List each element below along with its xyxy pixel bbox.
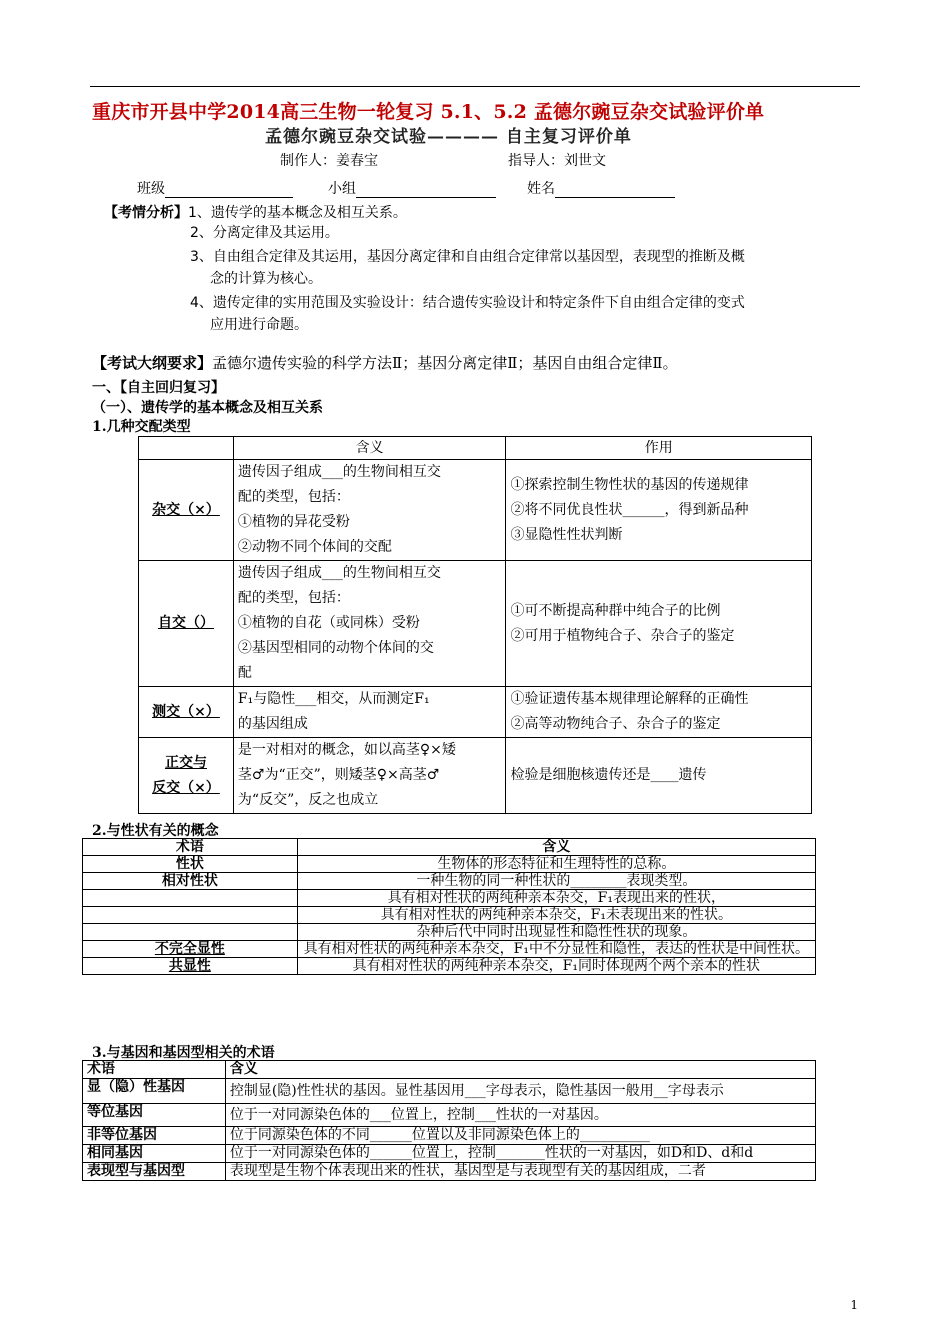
- document-subtitle: 孟德尔豌豆杂交试验———— 自主复习评价单: [265, 127, 632, 147]
- section-1-1-heading: （一）、遗传学的基本概念及相互关系: [92, 400, 323, 416]
- term-cell: 相同基因: [83, 1145, 226, 1163]
- table-row: [83, 1127, 816, 1145]
- table-header-term: 术语: [83, 1061, 226, 1079]
- row-meaning: F₁与隐性___相交，从而测定F₁ 的基因组成: [233, 687, 506, 738]
- top-rule: [90, 86, 860, 87]
- meaning-cell: 位于一对同源染色体的___位置上，控制___性状的一对基因。: [225, 1104, 815, 1127]
- table-header-function: 作用: [506, 437, 812, 460]
- row-meaning: 遗传因子组成___的生物间相互交 配的类型，包括： ①植物的异花受粉 ②动物不同个体间的交配: [233, 460, 506, 561]
- row-function: 检验是细胞核遗传还是____遗传: [506, 738, 812, 814]
- term-cell: 显（隐）性基因: [83, 1079, 226, 1104]
- table-row: [83, 1163, 816, 1181]
- class-label: 班级: [137, 181, 165, 197]
- table-header-row: [83, 839, 816, 856]
- table-row: [83, 890, 816, 907]
- meaning-cell: 具有相对性状的两纯种亲本杂交，F₁同时体现两个两个亲本的性状: [297, 958, 815, 975]
- meaning-cell: 控制显(隐)性性状的基因。显性基因用___字母表示，隐性基因一般用__字母表示: [225, 1079, 815, 1104]
- table-row: [83, 1079, 816, 1104]
- term-cell: 等位基因: [83, 1104, 226, 1127]
- table-header-term: 术语: [83, 839, 298, 856]
- row-meaning: 是一对相对的概念，如以高茎♀×矮 茎♂为“正交”，则矮茎♀×高茎♂ 为“反交”，反之也成立: [233, 738, 506, 814]
- table-header-row: [139, 437, 812, 460]
- row-meaning: 遗传因子组成___的生物间相互交 配的类型，包括： ①植物的自花（或同株）受粉 ②基因型相同的动物个体间的交 配: [233, 561, 506, 687]
- meaning-cell: 位于一对同源染色体的______位置上，控制_______性状的一对基因，如D和D、d和d: [225, 1145, 815, 1163]
- row-name: 自交（）: [139, 561, 234, 687]
- table-row: [83, 907, 816, 924]
- table-row: [139, 738, 812, 814]
- row-name: 正交与 反交（×）: [139, 738, 234, 814]
- mating-types-table: [138, 436, 812, 814]
- author: 制作人：姜春宝: [280, 153, 378, 169]
- table-row: [83, 1145, 816, 1163]
- table-row: [139, 687, 812, 738]
- table-row: [83, 941, 816, 958]
- table-row: [139, 460, 812, 561]
- table-row: [139, 561, 812, 687]
- traits-table: [82, 838, 816, 975]
- term-cell[interactable]: [83, 924, 298, 941]
- class-field: [137, 178, 293, 198]
- meaning-cell: 具有相对性状的两纯种亲本杂交，F₁中不分显性和隐性，表达的性状是中间性状。: [297, 941, 815, 958]
- group-label: 小组: [328, 181, 356, 197]
- meaning-cell: 具有相对性状的两纯种亲本杂交，F₁表现出来的性状，: [297, 890, 815, 907]
- table-row: [83, 924, 816, 941]
- syllabus-label: 【考试大纲要求】: [92, 354, 213, 372]
- term-cell: 共显性: [83, 958, 298, 975]
- meaning-cell: 具有相对性状的两纯种亲本杂交，F₁未表现出来的性状。: [297, 907, 815, 924]
- class-blank[interactable]: [165, 182, 293, 198]
- analysis-label: 【考情分析】: [104, 205, 188, 221]
- sub1-heading: 1.几种交配类型: [92, 419, 191, 435]
- table-header-meaning: 含义: [225, 1061, 815, 1079]
- sub3-heading: 3.与基因和基因型相关的术语: [92, 1045, 275, 1061]
- meaning-cell: 位于同源染色体的不同______位置以及非同源染色体上的__________: [225, 1127, 815, 1145]
- analysis-item-3b: 念的计算为核心。: [210, 271, 322, 287]
- table-row: [83, 1104, 816, 1127]
- table-row: [83, 873, 816, 890]
- term-cell[interactable]: [83, 890, 298, 907]
- analysis-item-4: 4、遗传定律的实用范围及实验设计：结合遗传实验设计和特定条件下自由组合定律的变式: [190, 295, 745, 311]
- meaning-cell: 一种生物的同一种性状的________表现类型。: [297, 873, 815, 890]
- name-field: [527, 178, 675, 198]
- name-label: 姓名: [527, 181, 555, 197]
- row-function: ①探索控制生物性状的基因的传递规律 ②将不同优良性状______，得到新品种 ③显隐性性状判断: [506, 460, 812, 561]
- row-function: ①验证遗传基本规律理论解释的正确性 ②高等动物纯合子、杂合子的鉴定: [506, 687, 812, 738]
- page-number: 1: [850, 1298, 858, 1312]
- term-cell: 相对性状: [83, 873, 298, 890]
- table-row: [83, 856, 816, 873]
- section-1-heading: 一、【自主回归复习】: [92, 380, 225, 396]
- table-header-meaning: 含义: [233, 437, 506, 460]
- syllabus: [92, 352, 678, 373]
- syllabus-text: 孟德尔遗传实验的科学方法Ⅱ；基因分离定律Ⅱ；基因自由组合定律Ⅱ。: [212, 354, 678, 372]
- gene-terms-table: [82, 1060, 816, 1181]
- meaning-cell: 表现型是生物个体表现出来的性状，基因型是与表现型有关的基因组成，二者: [225, 1163, 815, 1181]
- analysis-item-2: 2、分离定律及其运用。: [190, 225, 339, 241]
- analysis-item-4b: 应用进行命题。: [210, 317, 308, 333]
- row-name: 杂交（×）: [139, 460, 234, 561]
- group-field: [328, 178, 496, 198]
- table-header-row: [83, 1061, 816, 1079]
- term-cell: 性状: [83, 856, 298, 873]
- advisor: 指导人：刘世文: [508, 153, 606, 169]
- analysis-block: [104, 202, 407, 222]
- table-header-meaning: 含义: [297, 839, 815, 856]
- name-blank[interactable]: [555, 182, 675, 198]
- meaning-cell: 杂种后代中同时出现显性和隐性性状的现象。: [297, 924, 815, 941]
- term-cell[interactable]: [83, 907, 298, 924]
- row-name: 测交（×）: [139, 687, 234, 738]
- analysis-item-3: 3、自由组合定律及其运用，基因分离定律和自由组合定律常以基因型，表现型的推断及概: [190, 249, 745, 265]
- document-title: 重庆市开县中学2014高三生物一轮复习 5.1、5.2 孟德尔豌豆杂交试验评价单: [92, 101, 765, 123]
- analysis-item-1: 1、遗传学的基本概念及相互关系。: [188, 205, 407, 221]
- row-function: ①可不断提高种群中纯合子的比例 ②可用于植物纯合子、杂合子的鉴定: [506, 561, 812, 687]
- table-row: [83, 958, 816, 975]
- meaning-cell: 生物体的形态特征和生理特性的总称。: [297, 856, 815, 873]
- table-header-empty: [139, 437, 234, 460]
- group-blank[interactable]: [356, 182, 496, 198]
- sub2-heading: 2.与性状有关的概念: [92, 823, 219, 839]
- term-cell: 非等位基因: [83, 1127, 226, 1145]
- term-cell: 不完全显性: [83, 941, 298, 958]
- term-cell: 表现型与基因型: [83, 1163, 226, 1181]
